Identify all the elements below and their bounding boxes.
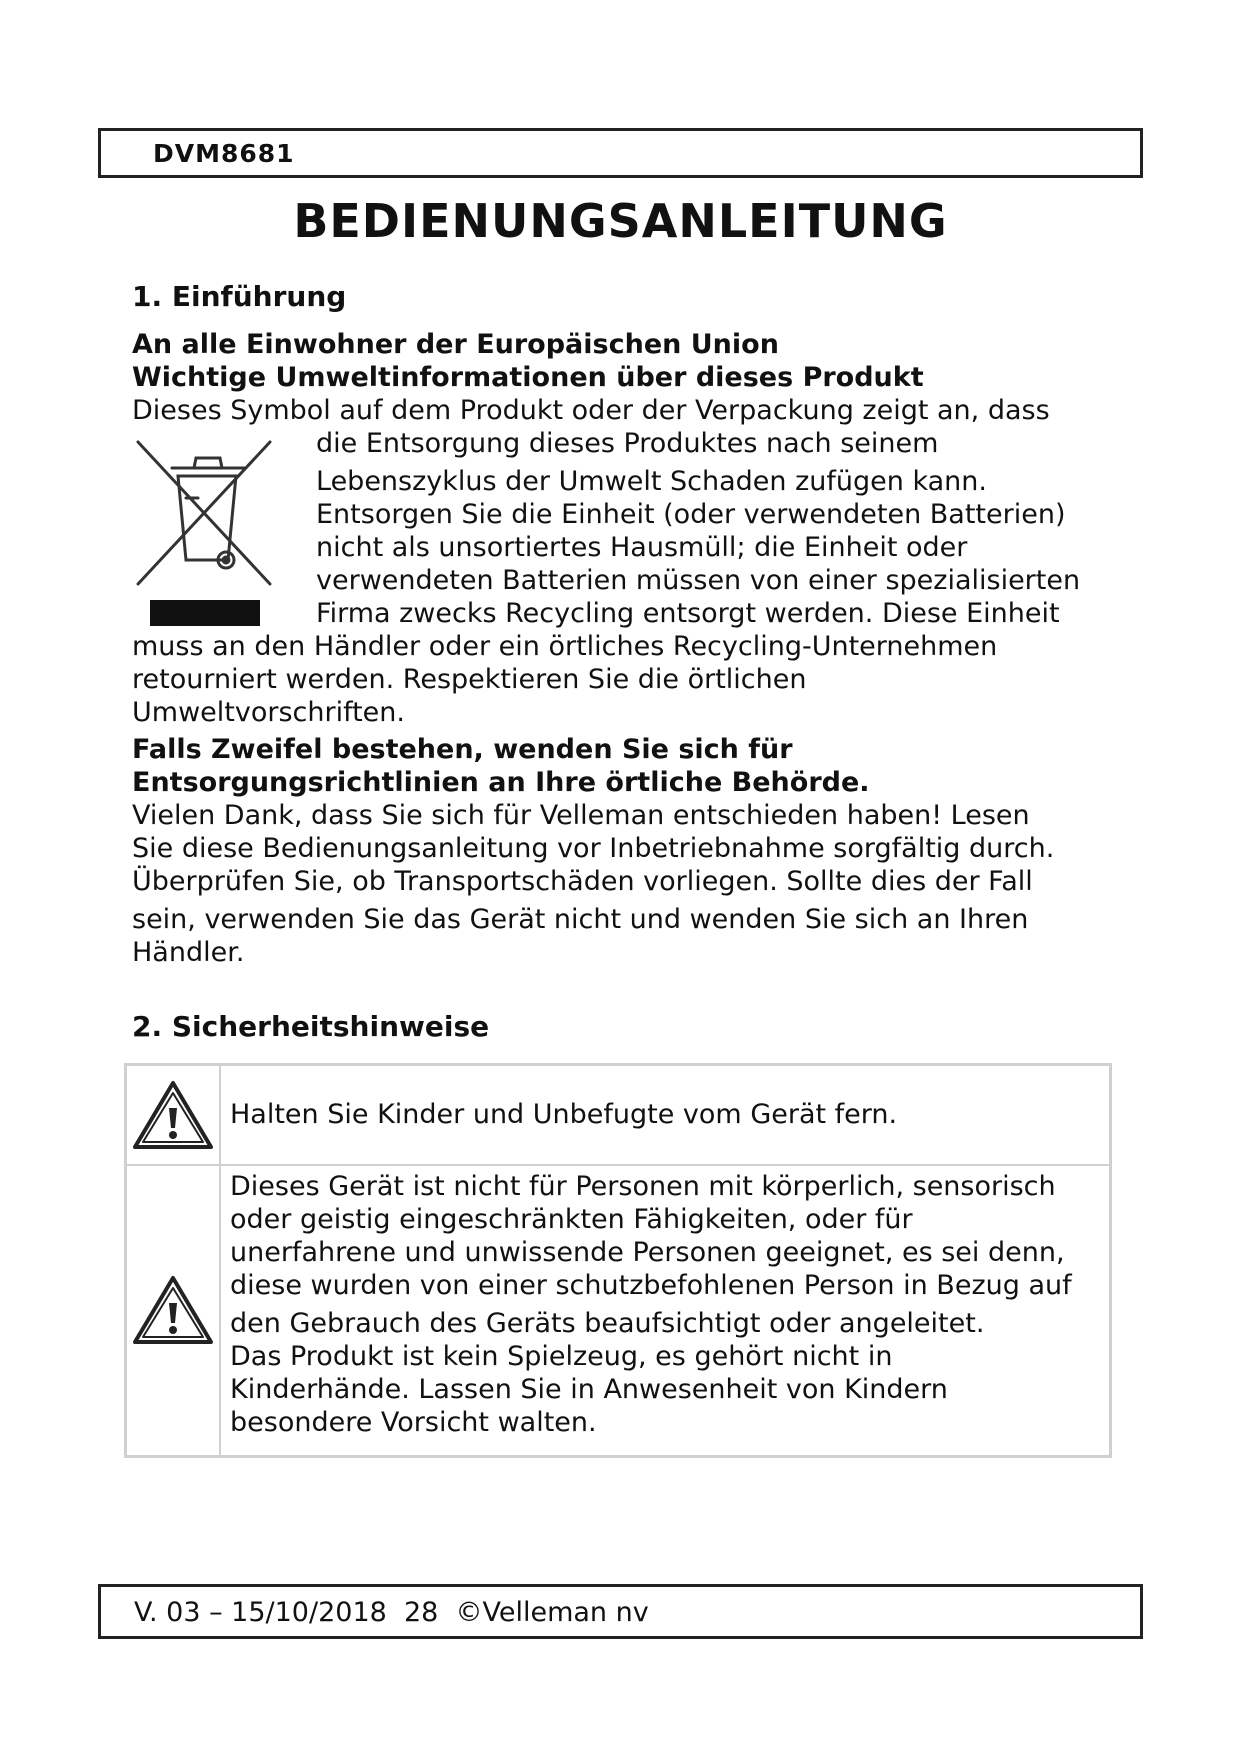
body-line: verwendeten Batterien müssen von einer spezialisierten (316, 565, 1081, 596)
safety-text: Dieses Gerät ist nicht für Personen mit körperlich, sensorisch (230, 1171, 1056, 1202)
thanks-line: Überprüfen Sie, ob Transportschäden vorliegen. Sollte dies der Fall (132, 866, 1033, 897)
thanks-line: Händler. (132, 937, 245, 968)
footer-text: V. 03 – 15/10/2018 28 ©Velleman nv (134, 1597, 649, 1628)
section-heading-introduction: 1. Einführung (132, 280, 347, 313)
safety-text: den Gebrauch des Geräts beaufsichtigt oder angeleitet. (230, 1308, 985, 1339)
section-heading-safety: 2. Sicherheitshinweise (132, 1010, 490, 1043)
thanks-line: Vielen Dank, dass Sie sich für Velleman entschieden haben! Lesen (132, 800, 1030, 831)
body-line: die Entsorgung dieses Produktes nach seinem (316, 428, 939, 459)
safety-table (124, 1063, 1112, 1458)
body-line: nicht als unsortiertes Hausmüll; die Einheit oder (316, 532, 968, 563)
safety-text: diese wurden von einer schutzbefohlenen Person in Bezug auf (230, 1270, 1072, 1301)
body-line: muss an den Händler oder ein örtliches Recycling-Unternehmen (132, 631, 998, 662)
body-line: Firma zwecks Recycling entsorgt werden. Diese Einheit (316, 598, 1060, 629)
model-number: DVM8681 (153, 139, 295, 168)
thanks-line: Sie diese Bedienungsanleitung vor Inbetriebnahme sorgfältig durch. (132, 833, 1055, 864)
body-line: Lebenszyklus der Umwelt Schaden zufügen kann. (316, 466, 987, 497)
warning-triangle-icon (131, 1078, 215, 1152)
body-line: Dieses Symbol auf dem Produkt oder der Verpackung zeigt an, dass (132, 395, 1050, 426)
safety-text: besondere Vorsicht walten. (230, 1407, 597, 1438)
safety-text: Das Produkt ist kein Spielzeug, es gehört nicht in (230, 1341, 893, 1372)
footer-box (98, 1584, 1143, 1639)
table-divider (127, 1164, 1109, 1166)
body-line: Entsorgen Sie die Einheit (oder verwendeten Batterien) (316, 499, 1066, 530)
safety-text: oder geistig eingeschränkten Fähigkeiten, oder für (230, 1204, 913, 1235)
safety-text: unerfahrene und unwissende Personen geeignet, es sei denn, (230, 1237, 1065, 1268)
environment-info-line: Wichtige Umweltinformationen über dieses Produkt (132, 362, 924, 393)
page-title: BEDIENUNGSANLEITUNG (293, 194, 948, 248)
safety-text: Halten Sie Kinder und Unbefugte vom Gerät fern. (230, 1099, 898, 1130)
warning-triangle-icon (131, 1273, 215, 1347)
thanks-line: sein, verwenden Sie das Gerät nicht und wenden Sie sich an Ihren (132, 904, 1029, 935)
table-divider (219, 1066, 221, 1455)
header-box (98, 128, 1143, 178)
weee-crossed-bin-icon (132, 438, 282, 638)
bold-note-line: Falls Zweifel bestehen, wenden Sie sich für (132, 734, 793, 765)
body-line: retourniert werden. Respektieren Sie die örtlichen (132, 664, 807, 695)
bold-note-line: Entsorgungsrichtlinien an Ihre örtliche Behörde. (132, 767, 870, 798)
safety-text: Kinderhände. Lassen Sie in Anwesenheit von Kindern (230, 1374, 948, 1405)
body-line: Umweltvorschriften. (132, 697, 405, 728)
eu-residents-line: An alle Einwohner der Europäischen Union (132, 329, 779, 360)
